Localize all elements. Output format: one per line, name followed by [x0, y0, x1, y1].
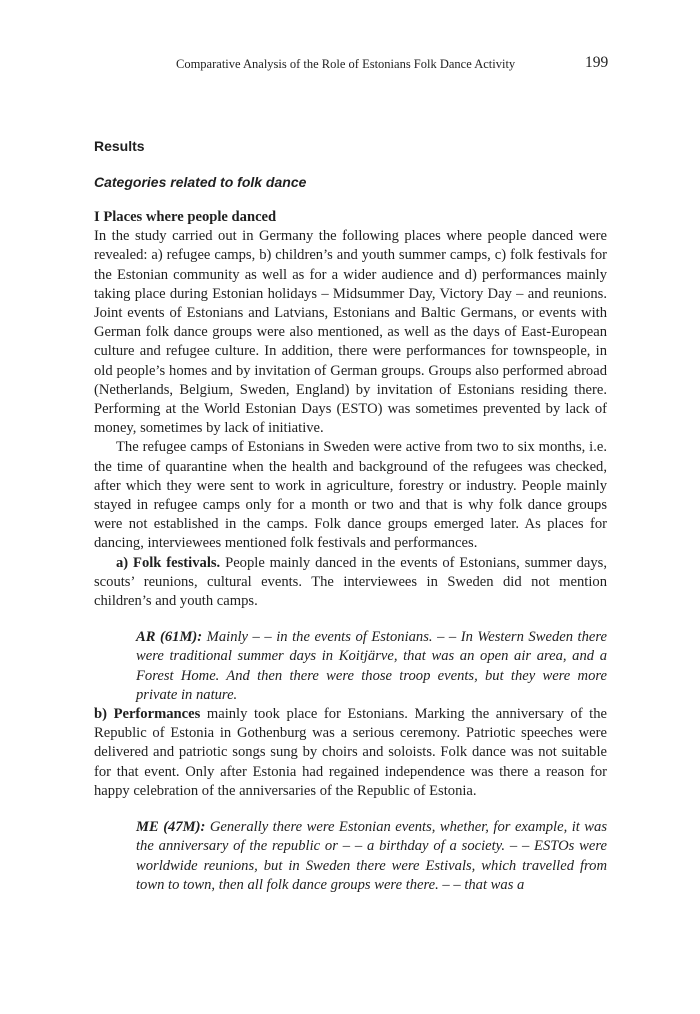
quote-speaker: ME (47M):: [136, 819, 206, 836]
quote-text: Generally there were Estonian events, whether, for example, it was the anniversary of the republic or – – a birthday of a society. – – ESTOs were worldwide reunions, but in Sweden there were Estivals, which travelled from town to town, then all folk dance groups were there. – – that was a: [136, 819, 608, 893]
section-heading-results: Results: [94, 138, 145, 154]
folk-festivals-lead: a) Folk festivals.: [116, 554, 221, 571]
quote-text: Mainly – – in the events of Estonians. – – In Western Sweden there were traditional summer days in Koitjärve, that was an open air area, and a Forest Home. And then there were those troop events, but they were more private in nature.: [136, 629, 607, 703]
running-header: [0, 54, 700, 74]
quote-speaker: AR (61M):: [136, 629, 203, 646]
paragraph-germany-places: In the study carried out in Germany the following places where people danced were revealed: a) refugee camps, b) children’s and youth summer camps, c) folk festivals for the Estonian community as well as for a wider audience and d) performances mainly taking place during Estonian holidays – Midsummer Day, Victory Day – and reunions. Joint events of Estonians and Latvians, Estonians and Baltic Germans, or events with German folk dance groups were also mentioned, as well as the days of East-European culture and refugee culture. In addition, there were performances for townspeople, in old people’s homes and by invitation of German groups. Groups also performed abroad (Netherlands, Belgium, Sweden, England) by invitation of Estonians residing there. Performing at the World Estonian Days (ESTO) was sometimes prevented by lack of money, sometimes by lack of initiative.: [94, 228, 607, 437]
paragraph-folk-festivals: [94, 554, 607, 612]
page-number: 199: [585, 54, 609, 71]
subsection-heading: Categories related to folk dance: [94, 174, 307, 190]
interview-quote-me: [94, 818, 607, 895]
performances-text: mainly took place for Estonians. Marking the anniversary of the Republic of Estonia in Gothenburg was a serious ceremony. Patriotic speeches were delivered and patriotic songs sung by choirs and soloists. Folk dance was not suitable for that event. Only after Estonia had regained independence was there a reason for happy celebration of the anniversaries of the Republic of Estonia.: [94, 706, 607, 799]
performances-lead: b) Performances: [94, 706, 201, 723]
running-title: Comparative Analysis of the Role of Estonians Folk Dance Activity: [176, 57, 516, 71]
category-heading: I Places where people danced: [94, 209, 277, 225]
folk-festivals-text: People mainly danced in the events of Estonians, summer days, scouts’ reunions, cultural events. The interviewees in Sweden did not mention children’s and youth camps.: [94, 554, 607, 610]
body-text: [94, 136, 607, 895]
interview-quote-ar: [94, 628, 607, 705]
paragraph-performances: [94, 705, 607, 801]
paragraph-sweden-camps: The refugee camps of Estonians in Sweden were active from two to six months, i.e. the time of quarantine when the health and background of the refugees was checked, after which they were sent to work in agriculture, forestry or industry. People mainly stayed in refugee camps only for a month or two and that is why folk dance groups were not established in the camps. Folk dance groups emerged later. As places for dancing, interviewees mentioned folk festivals and performances.: [94, 439, 607, 552]
